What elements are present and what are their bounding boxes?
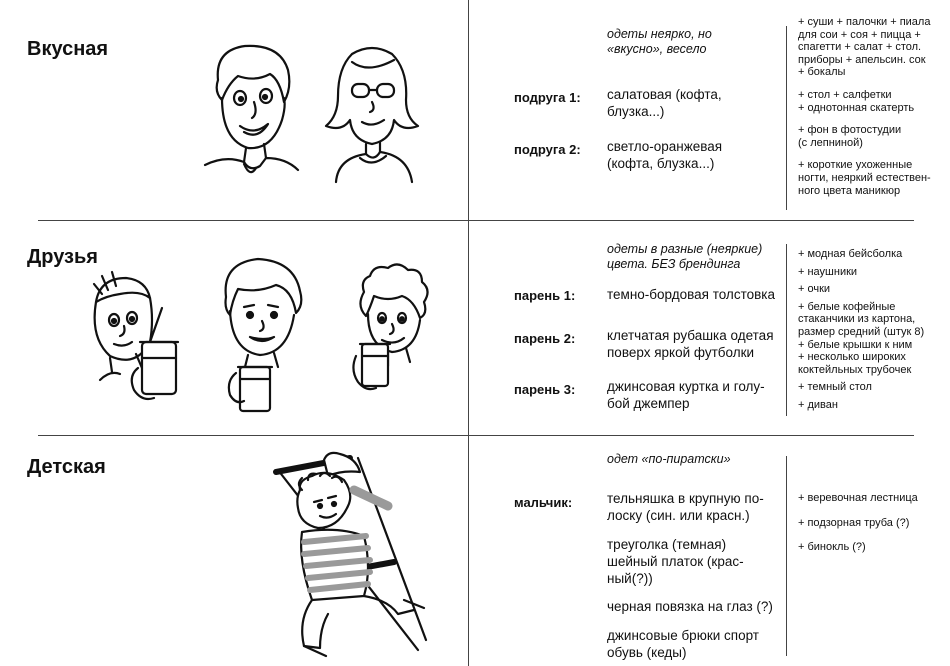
props-item: + веревочная лестница (798, 492, 918, 504)
role-label: парень 2: (514, 331, 576, 346)
role-desc: клетчатая рубашка одетая поверх яркой футболки (607, 328, 774, 360)
props-item: + фон в фотостудии (798, 124, 902, 137)
props-divider-2 (786, 244, 787, 416)
props-list (798, 492, 918, 554)
props-item: (с лепниной) (798, 136, 863, 149)
role-desc: темно-бордовая толстовка (607, 287, 775, 302)
role-label: парень 1: (514, 288, 576, 303)
props-item: + стол + салфетки (798, 88, 892, 101)
props-item: + белые крышки к ним (798, 338, 913, 351)
role-desc: треуголка (темная) шейный платок (крас- ный(?)) (607, 537, 744, 586)
section-title-vkusnaya: Вкусная (27, 38, 109, 60)
role-desc: салатовая (кофта, блузка...) (607, 87, 722, 119)
props-item: + несколько широких (798, 351, 906, 364)
props-item: + модная бейсболка (798, 248, 903, 260)
props-item: размер средний (штук 8) (798, 325, 925, 338)
role-desc: джинсовая куртка и голу- бой джемпер (607, 379, 765, 411)
role-desc: светло-оранжевая (кофта, блузка...) (607, 139, 723, 171)
pirate-boy-illustration (268, 450, 438, 660)
props-item: + темный стол (798, 381, 872, 394)
guy-1-illustration (80, 272, 190, 422)
role-label: подруга 2: (514, 142, 581, 157)
section-divider-1 (38, 220, 914, 221)
props-item: + белые кофейные (798, 300, 896, 313)
props-item: + диван (798, 398, 838, 411)
props-item: коктейльных трубочек (798, 363, 912, 376)
props-item: + короткие ухоженные (798, 159, 913, 172)
props-item: + наушники (798, 265, 858, 278)
role-desc: черная повязка на глаз (?) (607, 599, 773, 614)
props-item: + однотонная скатерть (798, 101, 915, 114)
props-item: + очки (798, 283, 831, 296)
section-title-druzya: Друзья (27, 246, 98, 268)
props-item: стаканчики из картона, (798, 313, 916, 326)
props-item: + подзорная труба (?) (798, 516, 910, 529)
role-label: парень 3: (514, 382, 576, 397)
girlfriend-1-illustration (200, 40, 300, 200)
section-note: одеты в разные (неяркие) цвета. БЕЗ брендинга (607, 242, 763, 271)
props-list (798, 248, 924, 412)
props-divider-1 (786, 26, 787, 210)
role-desc: джинсовые брюки спорт обувь (кеды) (607, 628, 759, 660)
props-divider-3 (786, 456, 787, 656)
guy-3-illustration (348, 262, 438, 402)
role-desc: тельняшка в крупную по- лоску (син. или красн.) (607, 491, 764, 523)
props-item: + бокалы (798, 66, 846, 79)
role-label: подруга 1: (514, 90, 581, 105)
guy-2-illustration (218, 255, 308, 415)
props-item: приборы + апельсин. сок (798, 53, 926, 66)
section-note: одеты неярко, но «вкусно», весело (607, 27, 712, 56)
girlfriend-2-illustration (322, 40, 422, 185)
props-item: + бинокль (?) (798, 541, 866, 554)
section-note: одет «по-пиратски» (607, 452, 731, 466)
section-title-detskaya: Детская (27, 456, 106, 478)
props-item: ногти, неяркий естествен- (798, 171, 931, 184)
section-divider-2 (38, 435, 914, 436)
role-label: мальчик: (514, 495, 573, 510)
props-list (798, 16, 931, 197)
props-item: спагетти + салат + стол. (798, 41, 922, 54)
props-item: ного цвета маникюр (798, 184, 901, 197)
props-item: для сои + соя + пицца + (798, 28, 921, 41)
column-divider (468, 0, 469, 666)
props-item: + суши + палочки + пиала (798, 16, 931, 28)
